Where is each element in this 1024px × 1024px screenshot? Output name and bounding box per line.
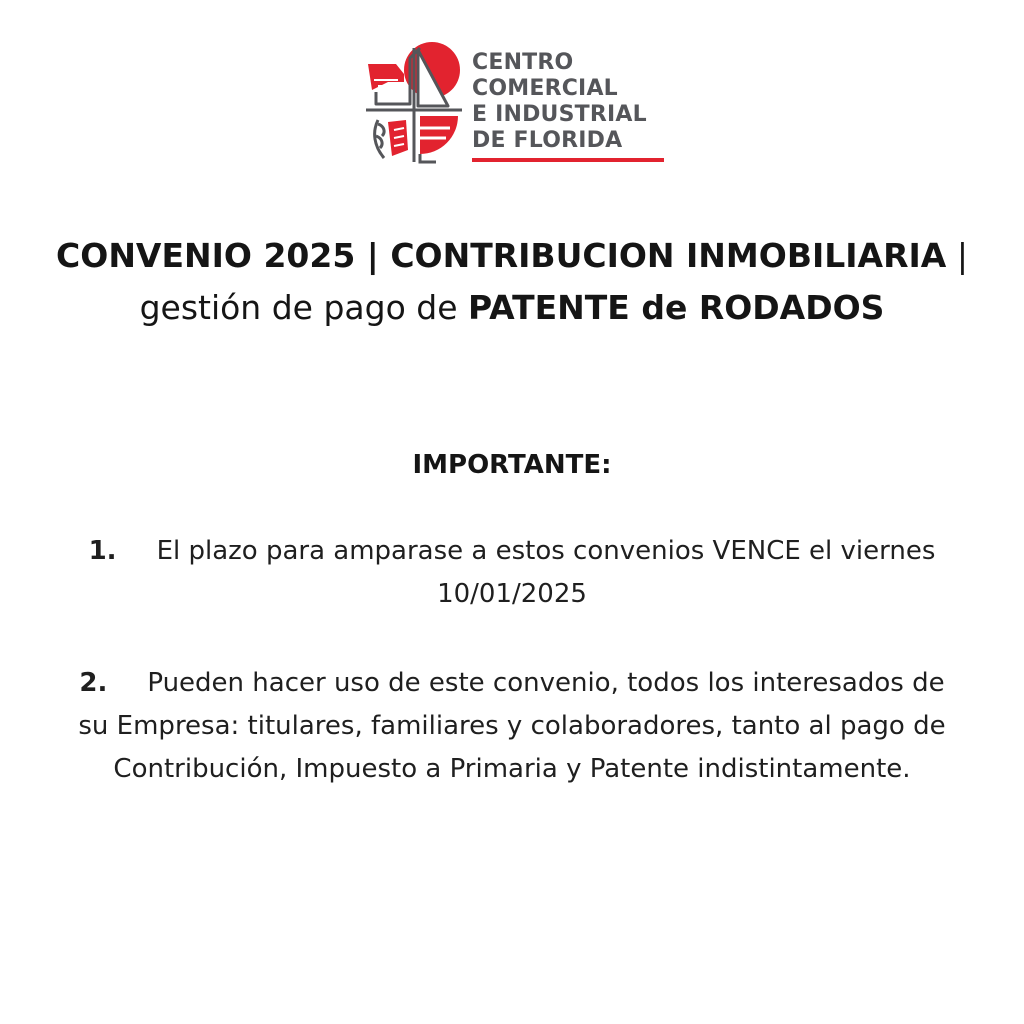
list-item (70, 530, 954, 616)
logo-line-3: E INDUSTRIAL (472, 102, 647, 127)
logo-line-1: CENTRO (472, 50, 574, 75)
list-item-text: El plazo para amparase a estos convenios VENCE el viernes 10/01/2025 (156, 536, 936, 609)
organization-logo (360, 38, 670, 170)
headline-convenio: CONVENIO 2025 | CONTRIBUCION INMOBILIARIA (56, 236, 947, 275)
logo-underline (472, 158, 664, 162)
important-heading: IMPORTANTE: (412, 450, 612, 480)
headline-gestion: gestión de pago de (139, 288, 468, 327)
list-item-number: 1. (88, 536, 117, 566)
page-title (0, 230, 1024, 334)
logo-line-2: COMERCIAL (472, 76, 618, 101)
headline-separator: | (946, 236, 968, 275)
headline-patente: PATENTE de RODADOS (467, 288, 885, 327)
list-item-number: 2. (79, 668, 108, 698)
list-item-text: Pueden hacer uso de este convenio, todos los interesados de su Empresa: titulares, familiares y colaboradores, tanto al pago de Contribución, Impuesto a Primaria y Patente indistintamente. (78, 668, 946, 784)
logo-wordmark (472, 50, 647, 154)
logo-line-4: DE FLORIDA (472, 128, 623, 153)
list-item (70, 662, 954, 791)
logo-emblem-icon (362, 40, 466, 164)
